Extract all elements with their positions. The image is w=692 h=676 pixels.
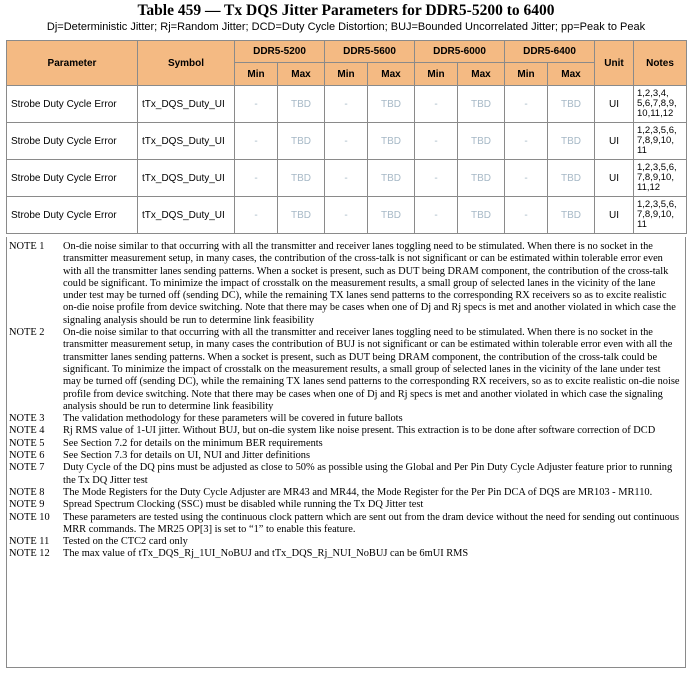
cell-max: TBD [458,197,505,234]
note-label: NOTE 7 [9,462,45,474]
cell-max: TBD [278,160,325,197]
cell-parameter: Strobe Duty Cycle Error [7,123,138,160]
cell-symbol: tTx_DQS_Duty_UI [138,86,235,123]
header-speed: DDR5-6000 [415,41,505,63]
header-notes: Notes [634,41,687,86]
cell-min: - [325,160,368,197]
note-label: NOTE 8 [9,486,45,498]
cell-symbol: tTx_DQS_Duty_UI [138,123,235,160]
note-label: NOTE 12 [9,548,50,560]
note-item [7,536,685,548]
cell-min: - [235,197,278,234]
cell-min: - [415,123,458,160]
cell-max: TBD [278,86,325,123]
note-item [7,425,685,437]
note-label: NOTE 4 [9,425,45,437]
cell-max: TBD [548,123,595,160]
cell-min: - [415,86,458,123]
cell-min: - [325,197,368,234]
cell-notes: 1,2,3,5,6, 7,8,9,10, 11,12 [634,160,687,197]
cell-min: - [505,160,548,197]
note-label: NOTE 10 [9,511,50,523]
cell-max: TBD [548,160,595,197]
header-min: Min [505,63,548,86]
cell-parameter: Strobe Duty Cycle Error [7,160,138,197]
note-text: On-die noise similar to that occurring with all the transmitter and receiver lanes toggling need to be stimulated. When there is no socket in the transmitter measurement setup, in many cases the contribution of BUJ is not significant or can be estimated within tolerable error even with all the transmitter lanes sending patterns. When a socket is present, such as DUT being DRAM component, the contribution of the cross-talk could be significant. To minimize the impact of crosstalk on the measurement results, a small group of selected lanes in the vicinity of the lane under test may be turned off (sending DC), while the remaining TX lanes send patterns to the corresponding RX receivers, so as to excite realistic on-die noise profile from device switching. Note that there may be cases when one of Dj and Rj specs is met and another violated in which case the signaling analysis should be run to determine link feasibility [63,327,680,412]
cell-max: TBD [548,86,595,123]
cell-min: - [505,86,548,123]
note-label: NOTE 5 [9,437,45,449]
header-min: Min [235,63,278,86]
note-text: Spread Spectrum Clocking (SSC) must be disabled while running the Tx DQ Jitter test [63,499,424,511]
cell-unit: UI [595,123,634,160]
note-item [7,548,685,560]
cell-unit: UI [595,160,634,197]
cell-notes: 1,2,3,5,6, 7,8,9,10, 11 [634,197,687,234]
note-label: NOTE 3 [9,413,45,425]
header-symbol: Symbol [138,41,235,86]
note-item [7,413,685,425]
cell-symbol: tTx_DQS_Duty_UI [138,160,235,197]
header-max: Max [278,63,325,86]
header-max: Max [548,63,595,86]
note-text: On-die noise similar to that occurring with all the transmitter and receiver lanes toggling need to be stimulated. When there is no socket in the transmitter measurement setup, in many cases, the contribution of the cross-talk is not significant or can be estimated within tolerable error even with all the transmitter lanes sending patterns. When a socket is present, such as DUT being DRAM component, the contribution of the cross-talk could be significant. To minimize the impact of crosstalk on the measurement results, a small group of selected lanes in the vicinity of the lane under test may be turned off (sending DC), while the remaining TX lanes send patterns to the corresponding RX receivers so as to excite realistic on-die noise profile from device switching. Note that there may be cases when one of Dj and Rj specs is met and another violated in which case the signaling analysis should be run to determine link feasibility [63,241,676,326]
note-item [7,499,685,511]
table-row [7,123,687,160]
cell-min: - [235,160,278,197]
cell-notes: 1,2,3,4, 5,6,7,8,9, 10,11,12 [634,86,687,123]
header-max: Max [458,63,505,86]
note-text: The max value of tTx_DQS_Rj_1UI_NoBUJ and tTx_DQS_Rj_NUI_NoBUJ can be 6mUI RMS [63,548,469,560]
note-label: NOTE 9 [9,499,45,511]
cell-max: TBD [278,123,325,160]
note-item [7,438,685,450]
header-min: Min [415,63,458,86]
cell-min: - [235,86,278,123]
cell-max: TBD [368,160,415,197]
table-row [7,86,687,123]
note-text: The validation methodology for these parameters will be covered in future ballots [63,413,403,425]
note-label: NOTE 11 [9,536,50,548]
note-text: Tested on the CTC2 card only [63,536,188,548]
cell-max: TBD [458,160,505,197]
cell-max: TBD [368,123,415,160]
note-item [7,241,685,327]
header-max: Max [368,63,415,86]
header-speed: DDR5-6400 [505,41,595,63]
note-item [7,512,685,537]
table-row [7,197,687,234]
notes-section [6,237,686,668]
cell-max: TBD [548,197,595,234]
cell-min: - [505,197,548,234]
header-speed: DDR5-5200 [235,41,325,63]
cell-max: TBD [278,197,325,234]
table-subtitle: Dj=Deterministic Jitter; Rj=Random Jitter; DCD=Duty Cycle Distortion; BUJ=Bounded Uncorrelated Jitter; pp=Peak to Peak [46,21,646,33]
cell-max: TBD [368,197,415,234]
note-text: These parameters are tested using the continuous clock pattern which are sent out from the dram device without the need for sending out continuous MRR commands. The MR25 OP[3] is set to “1” to enable this feature. [63,511,680,535]
cell-symbol: tTx_DQS_Duty_UI [138,197,235,234]
cell-max: TBD [458,86,505,123]
header-parameter: Parameter [7,41,138,86]
note-text: The Mode Registers for the Duty Cycle Adjuster are MR43 and MR44, the Mode Register for the Per Pin DCA of DQS are MR103 - MR110. [63,486,653,498]
note-label: NOTE 2 [9,327,45,339]
jitter-table [6,40,687,234]
note-text: Duty Cycle of the DQ pins must be adjusted as close to 50% as possible using the Global and Per Pin Duty Cycle Adjuster feature prior to running the Tx DQ Jitter test [63,462,673,486]
table-row [7,160,687,197]
note-item [7,487,685,499]
note-label: NOTE 6 [9,450,45,462]
cell-max: TBD [368,86,415,123]
cell-notes: 1,2,3,5,6, 7,8,9,10, 11 [634,123,687,160]
table-title: Table 459 — Tx DQS Jitter Parameters for DDR5-5200 to 6400 [137,2,555,19]
header-min: Min [325,63,368,86]
cell-parameter: Strobe Duty Cycle Error [7,86,138,123]
cell-min: - [235,123,278,160]
note-text: See Section 7.2 for details on the minimum BER requirements [63,437,323,449]
cell-unit: UI [595,86,634,123]
note-label: NOTE 1 [9,241,45,252]
cell-parameter: Strobe Duty Cycle Error [7,197,138,234]
cell-min: - [505,123,548,160]
note-item [7,450,685,462]
cell-min: - [415,160,458,197]
note-item [7,327,685,413]
cell-unit: UI [595,197,634,234]
header-speed: DDR5-5600 [325,41,415,63]
header-unit: Unit [595,41,634,86]
cell-min: - [415,197,458,234]
cell-min: - [325,123,368,160]
cell-min: - [325,86,368,123]
note-item [7,462,685,487]
note-text: Rj RMS value of 1-UI jitter. Without BUJ, but on-die system like noise present. This extraction is to be done after software correction of DCD [63,425,656,437]
note-text: See Section 7.3 for details on UI, NUI and Jitter definitions [63,450,311,462]
cell-max: TBD [458,123,505,160]
